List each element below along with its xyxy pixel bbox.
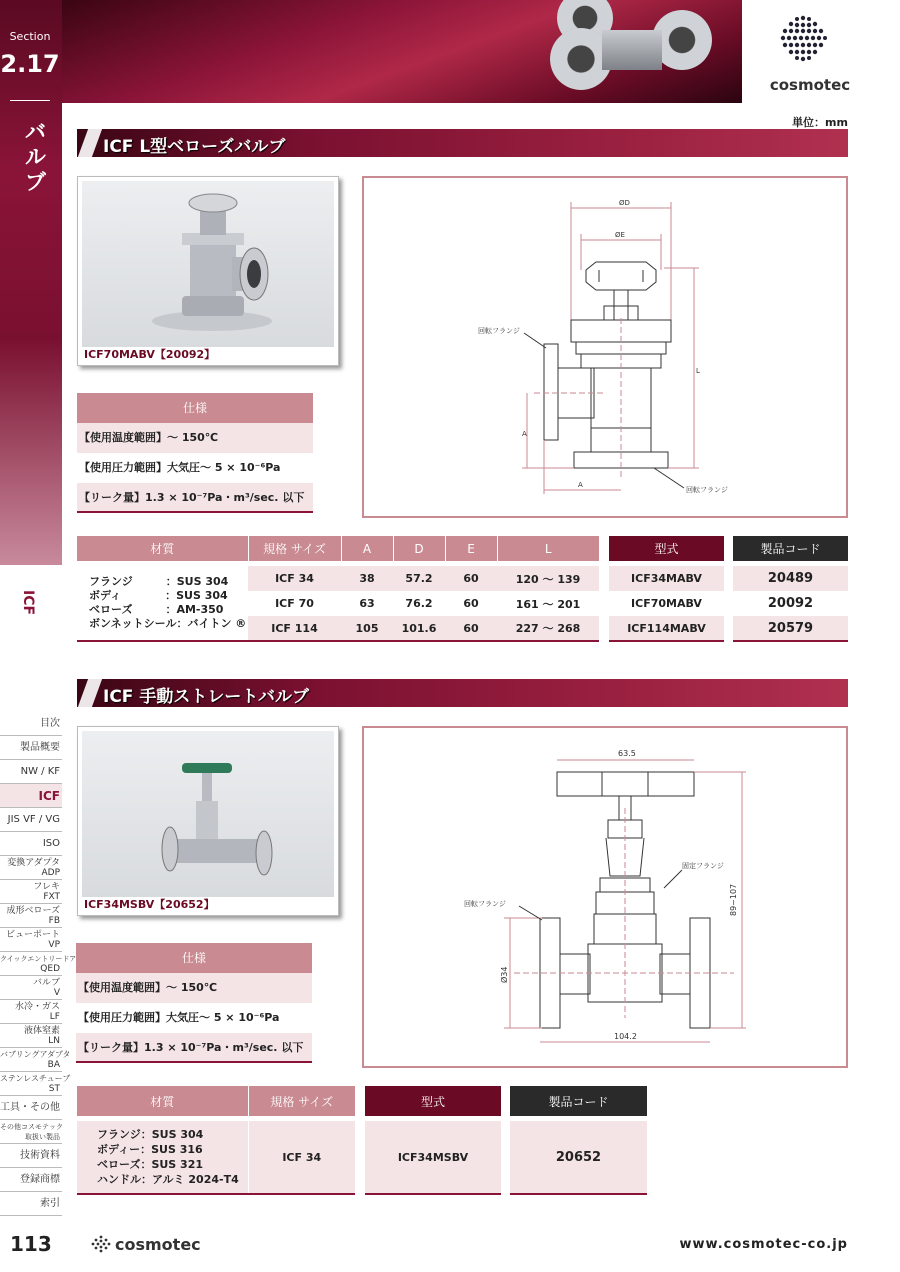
cell-d: 57.2	[393, 566, 445, 591]
nav-label: フレキ	[33, 882, 60, 892]
nav-item-qed[interactable]	[0, 952, 77, 976]
product-photo	[77, 176, 339, 366]
nav-item-iso[interactable]: ISO	[0, 832, 62, 856]
nav-item-jis[interactable]: JIS VF / VG	[0, 808, 62, 832]
valve-photo-image	[82, 181, 334, 347]
code-table	[510, 1086, 647, 1195]
nav-item-tech[interactable]: 技術資料	[0, 1144, 62, 1168]
side-band	[0, 0, 62, 565]
material-item: フランジ：SUS 304	[97, 1128, 204, 1141]
nav-code: FB	[48, 916, 60, 926]
nav-label: 水冷・ガス	[14, 1002, 60, 1012]
cell-a: 105	[341, 616, 393, 641]
product-title: ICF L型ベローズバルブ	[103, 137, 286, 157]
footer-brand: cosmotec	[115, 1235, 201, 1254]
dim-top-label: 63.5	[618, 749, 636, 758]
photo-caption: ICF70MABV【20092】	[84, 348, 216, 361]
col-header-d: D	[393, 536, 445, 561]
nav-code: QED	[40, 964, 60, 974]
cell-model: ICF34MSBV	[365, 1121, 501, 1194]
nav-code: ST	[48, 1084, 60, 1094]
spec-header: 仕様	[77, 393, 313, 423]
nav-code: ADP	[41, 868, 60, 878]
cell-code: 20489	[733, 566, 848, 591]
product-photo	[77, 726, 339, 916]
nav-item-st[interactable]	[0, 1072, 71, 1096]
dim-length-label: 104.2	[614, 1032, 637, 1041]
spec-pressure: 【使用圧力範囲】大気圧～ 5 × 10⁻⁶Pa	[78, 1011, 280, 1024]
section-number: 2.17	[0, 50, 60, 78]
cell-size: ICF 114	[248, 616, 341, 641]
technical-drawing	[362, 726, 848, 1068]
rotating-flange-label: 回転フランジ	[464, 900, 506, 908]
spec-table	[77, 536, 599, 642]
material-list	[77, 1121, 248, 1194]
cell-a: 63	[359, 597, 375, 610]
technical-drawing	[362, 176, 848, 518]
dim-a-horizontal-label: A	[578, 481, 583, 489]
material-item: ベローズ ：AM-350	[89, 603, 224, 616]
col-header-model: 型式	[365, 1086, 501, 1116]
spec-table	[77, 1086, 355, 1195]
material-item: ベローズ：SUS 321	[97, 1158, 204, 1171]
nav-code: LF	[49, 1012, 60, 1022]
dim-a-vertical-label: A	[522, 430, 527, 438]
cell-code: 20652	[510, 1121, 647, 1194]
cosmotec-footer-logo-icon	[90, 1234, 112, 1254]
cell-e: 60	[445, 616, 497, 641]
cell-e: 60	[445, 566, 497, 591]
nav-item-fxt[interactable]	[0, 880, 62, 904]
nav-item-vp[interactable]	[0, 928, 62, 952]
nav-item-ba[interactable]	[0, 1048, 71, 1072]
col-header-material: 材質	[77, 1086, 248, 1116]
cell-code: 20092	[767, 596, 814, 611]
cell-l: 227 ～ 268	[497, 616, 599, 641]
dim-d-label: ØD	[619, 199, 630, 207]
page-number: 113	[10, 1232, 52, 1256]
product-title-bar	[77, 129, 848, 157]
model-table	[609, 536, 724, 642]
material-item: ハンドル：アルミ 2024-T4	[97, 1173, 239, 1186]
nav-code: V	[53, 988, 60, 998]
material-item: ボンネットシール：バイトン ®	[89, 617, 247, 630]
dim-diameter-label: Ø34	[500, 966, 509, 983]
cell-l: 161 ～ 201	[515, 597, 581, 611]
cosmotec-logo-icon	[775, 14, 831, 64]
nav-label: クイックエントリードア	[0, 955, 77, 963]
nav-code: BA	[47, 1060, 60, 1070]
material-item: ボディ ：SUS 304	[89, 589, 228, 602]
nav-code: LN	[48, 1036, 60, 1046]
nav-item-overview[interactable]: 製品概要	[0, 736, 62, 760]
cell-size: ICF 70	[275, 597, 314, 610]
cell-e: 60	[463, 597, 479, 610]
col-header-e: E	[445, 536, 497, 561]
brand-name: cosmotec	[769, 76, 851, 94]
col-header-model: 型式	[609, 536, 724, 561]
nav-item-nw-kf[interactable]: NW / KF	[0, 760, 62, 784]
nav-item-ln[interactable]	[0, 1024, 62, 1048]
cell-code: 20579	[733, 616, 848, 641]
spec-box	[76, 943, 312, 1063]
nav-item-v[interactable]	[0, 976, 62, 1000]
cell-model: ICF114MABV	[609, 616, 724, 641]
cell-model: ICF70MABV	[631, 597, 702, 610]
nav-item-tools[interactable]: 工具・その他	[0, 1096, 62, 1120]
section-label: Section	[9, 30, 51, 43]
col-header-material: 材質	[77, 536, 248, 561]
product-title-bar	[77, 679, 848, 707]
nav-label: ビューポート	[5, 930, 60, 940]
nav-item-index[interactable]: 索引	[0, 1192, 62, 1216]
nav-item-adp[interactable]	[0, 856, 62, 880]
nav-item-fb[interactable]	[0, 904, 62, 928]
model-table	[365, 1086, 501, 1195]
nav-code: VP	[48, 940, 60, 950]
unit-label: 単位：mm	[792, 116, 848, 129]
dim-height-label: 89~107	[729, 883, 738, 916]
nav-item-lf[interactable]	[0, 1000, 62, 1024]
fixed-flange-label: 固定フランジ	[682, 862, 724, 870]
col-header-size: 規格 サイズ	[248, 1086, 355, 1116]
nav-code: FXT	[43, 892, 60, 902]
spec-pressure: 【使用圧力範囲】大気圧～ 5 × 10⁻⁶Pa	[79, 461, 281, 474]
cell-model: ICF34MABV	[609, 566, 724, 591]
col-header-l: L	[497, 536, 599, 561]
material-list	[77, 566, 248, 641]
product-title: ICF 手動ストレートバルブ	[103, 687, 309, 707]
col-header-a: A	[341, 536, 393, 561]
valve-photo-image	[82, 731, 334, 897]
nav-label: 成形ベローズ	[6, 906, 60, 916]
photo-caption: ICF34MSBV【20652】	[84, 898, 215, 911]
col-header-size: 規格 サイズ	[248, 536, 341, 561]
spec-leak: 【リーク量】1.3 × 10⁻⁷Pa・m³/sec. 以下	[77, 483, 313, 513]
nav-label: バルブ	[32, 978, 60, 988]
spec-header: 仕様	[76, 943, 312, 973]
divider	[10, 100, 50, 101]
nav-label: ステンレスチューブ	[0, 1074, 71, 1083]
footer-url[interactable]: www.cosmotec-co.jp	[679, 1237, 848, 1252]
nav-item-other[interactable]	[0, 1120, 62, 1144]
nav-label: 変換アダプタ	[7, 858, 60, 868]
nav-item-contents[interactable]: 目次	[0, 712, 62, 736]
col-header-code: 製品コード	[510, 1086, 647, 1116]
rotating-flange-label-2: 回転フランジ	[686, 486, 728, 494]
material-item: フランジ ：SUS 304	[89, 575, 229, 588]
spec-temperature: 【使用温度範囲】～ 150℃	[76, 973, 312, 1003]
nav-label: その他コスモテック	[0, 1123, 63, 1131]
nav-code: 取扱い製品	[25, 1133, 60, 1141]
section-category: バルブ	[21, 120, 46, 195]
nav-label: バブリングアダプタ	[0, 1050, 71, 1059]
nav-item-icf[interactable]: ICF	[0, 784, 62, 808]
code-table	[733, 536, 848, 642]
header-banner	[62, 0, 742, 103]
cell-l: 120 ～ 139	[497, 566, 599, 591]
spec-box	[77, 393, 313, 513]
spec-temperature: 【使用温度範囲】～ 150℃	[77, 423, 313, 453]
cell-d: 101.6	[393, 616, 445, 641]
col-header-code: 製品コード	[733, 536, 848, 561]
rotating-flange-label: 回転フランジ	[478, 327, 520, 335]
cell-size: ICF 34	[248, 566, 341, 591]
material-item: ボディー：SUS 316	[97, 1143, 203, 1156]
cell-size: ICF 34	[248, 1121, 355, 1194]
cell-d: 76.2	[405, 597, 433, 610]
side-tab-label: ICF	[20, 590, 36, 616]
nav-item-trademark[interactable]: 登録商標	[0, 1168, 62, 1192]
dim-l-label: L	[696, 367, 700, 375]
dim-e-label: ØE	[615, 231, 625, 239]
nav-label: 液体窒素	[23, 1026, 60, 1036]
spec-leak: 【リーク量】1.3 × 10⁻⁷Pa・m³/sec. 以下	[76, 1033, 312, 1063]
cell-a: 38	[341, 566, 393, 591]
